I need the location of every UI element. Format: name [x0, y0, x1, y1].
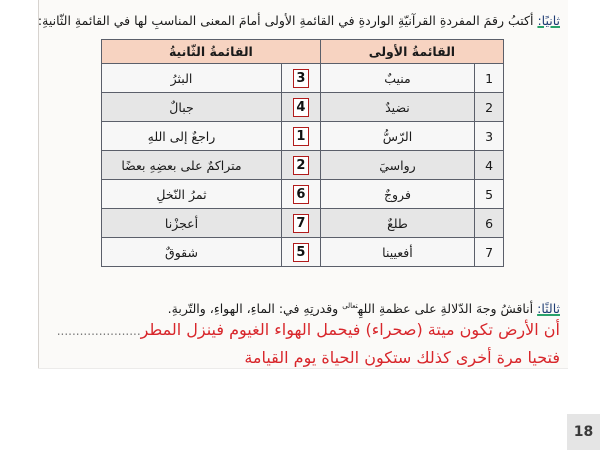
answer-box: 3	[293, 69, 309, 88]
quran-word: فروجٌ	[320, 180, 474, 209]
quran-word: طلعٌ	[320, 209, 474, 238]
meaning: البثرُ	[102, 64, 282, 93]
meaning: راجعٌ إلى اللهِ	[102, 122, 282, 151]
quran-word: نضيدٌ	[320, 93, 474, 122]
question-three-text-start: أناقشُ وجهَ الدّلالةِ على عظمةِ اللهِ	[357, 301, 534, 316]
meaning: أعجزْنا	[102, 209, 282, 238]
table-row	[102, 180, 504, 209]
row-number: 5	[475, 180, 504, 209]
meaning: ثمرُ النّخلِ	[102, 180, 282, 209]
answer-box: 5	[293, 243, 309, 262]
quran-word: منيبٌ	[320, 64, 474, 93]
question-three	[40, 301, 560, 316]
answer-cell[interactable]	[282, 151, 321, 180]
table-header-row	[102, 40, 504, 64]
handwritten-answer-line-1[interactable]	[40, 320, 560, 339]
answer-cell[interactable]	[282, 238, 321, 267]
matching-table	[101, 39, 504, 267]
quran-word: الرّسُّ	[320, 122, 474, 151]
header-second-list: القائمةُ الثّانيةُ	[102, 40, 321, 64]
meaning: جبالٌ	[102, 93, 282, 122]
answer-text-1: أن الأرض تكون ميتة (صحراء) فيحمل الهواء الغيوم فينزل المطر	[140, 320, 560, 339]
answer-box: 7	[293, 214, 309, 233]
row-number: 7	[475, 238, 504, 267]
meaning: متراكمٌ على بعضِهِ بعضًا	[102, 151, 282, 180]
quran-word: رواسيَ	[320, 151, 474, 180]
row-number: 2	[475, 93, 504, 122]
table-row	[102, 151, 504, 180]
answer-cell[interactable]	[282, 180, 321, 209]
answer-dotted-line: ......................	[56, 324, 141, 338]
table-row	[102, 64, 504, 93]
row-number: 1	[475, 64, 504, 93]
question-two-text: أكتبُ رقمَ المفردةِ القرآنيّةِ الواردةِ في القائمةِ الأولى أمامَ المعنى المناسبِ لها في القائمةِ الثّانيةِ:	[37, 13, 534, 28]
header-first-list: القائمةُ الأولى	[320, 40, 503, 64]
table-row	[102, 209, 504, 238]
margin-line	[38, 0, 39, 368]
answer-cell[interactable]	[282, 209, 321, 238]
handwritten-answer-line-2[interactable]	[40, 348, 560, 367]
quran-word: أفعيينا	[320, 238, 474, 267]
question-three-text-end: وقدرتِهِ في: الماءِ، الهواءِ، والتّربةِ.	[167, 301, 339, 316]
answer-text-2: فتحيا مرة أخرى كذلك ستكون الحياة يوم القيامة	[244, 348, 560, 367]
row-number: 3	[475, 122, 504, 151]
answer-box: 1	[293, 127, 309, 146]
row-number: 6	[475, 209, 504, 238]
answer-cell[interactable]	[282, 64, 321, 93]
table-row	[102, 238, 504, 267]
answer-cell[interactable]	[282, 122, 321, 151]
question-two-label: ثانيًا:	[537, 13, 560, 28]
answer-box: 4	[293, 98, 309, 117]
question-two-instruction	[37, 13, 560, 28]
row-number: 4	[475, 151, 504, 180]
meaning: شقوقٌ	[102, 238, 282, 267]
answer-box: 2	[293, 156, 309, 175]
question-three-label: ثالثًا:	[537, 301, 560, 316]
honorific-mark: تعالى	[342, 301, 358, 310]
page-number: 18	[567, 414, 600, 450]
table-row	[102, 122, 504, 151]
answer-cell[interactable]	[282, 93, 321, 122]
table-row	[102, 93, 504, 122]
answer-box: 6	[293, 185, 309, 204]
